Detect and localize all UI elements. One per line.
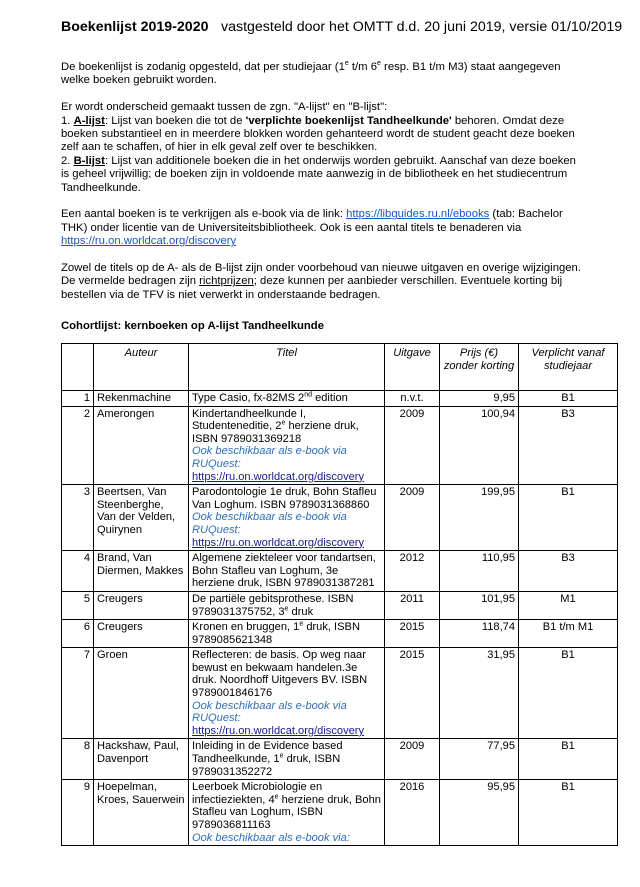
ebook-note: Ook beschikbaar als e-book via RUQuest: [192,699,347,725]
document-title: Boekenlijst 2019-2020 [61,19,209,35]
header-price: Prijs (€) zonder korting [440,344,519,391]
header [61,19,631,35]
intro-list-explanation: Er wordt onderscheid gemaakt tussen de zgn. "A-lijst" en "B-lijst": 1. A-lijst: Lijst van boeken die tot de 'verplichte boekenlijst Tandheelkunde' behoren. Omdat deze boeken substantieel en in meerdere blokken worden gehanteerd wordt de student geacht deze boeken zelf aan te schaffen, of hier in elk geval zelf over te beschikken. 2. B-lijst: Lijst van additionele boeken die in het onderwijs worden gebruikt. Aanschaf van deze boeken is geheel vrijwillig; de boeken zijn in voldoende mate aanwezig in de bibliotheek en het studiecentrum Tandheelkunde. [61,101,576,194]
table-header-row [62,344,618,391]
intro-paragraph-1: De boekenlijst is zodanig opgesteld, dat per studiejaar (1e t/m 6e resp. B1 t/m M3) staat aangegeven welke boeken gebruikt worden. [61,60,561,87]
header-edition: Uitgave [385,344,440,391]
ebook-note: Ook beschikbaar als e-book via RUQuest: [192,511,347,536]
table-row: 3 Beertsen, Van Steenberghe, Van der Velden, Quirynen Parodontologie 1e druk, Bohn Stafleu Van Loghum. ISBN 9789031368860 Ook beschikbaar als e-book via RUQuest: https://ru.on.worldcat.org/discovery 2009 199,95 B1 [62,485,618,551]
worldcat-link[interactable]: https://ru.on.worldcat.org/discovery [61,235,237,248]
table-row: 7 Groen Reflecteren: de basis. Op weg naar bewust en bekwaam handelen.3e druk. Noordhoff Uitgevers BV. ISBN 9789001846176 Ook beschikbaar als e-book via RUQuest: https://ru.on.worldcat.org/discovery 2015 31,95 B1 [62,648,618,739]
header-title: Titel [189,344,385,391]
ebook-note: Ook beschikbaar als e-book via: [192,831,350,844]
b-list-label: B-lijst [73,154,105,167]
table-row: 5 Creugers De partiële gebitsprothese. ISBN 9789031375752, 3e druk 2011 101,95 M1 [62,591,618,619]
a-list-label: A-lijst [73,114,105,127]
header-author: Auteur [94,344,189,391]
intro-disclaimer: Zowel de titels op de A- als de B-lijst zijn onder voorbehoud van nieuwe uitgaven en overige wijzigingen. De vermelde bedragen zijn richtprijzen; deze kunnen per aanbieder verschillen. Eventuele korting bij bestellen via de TFV is niet verwerkt in onderstaande bedragen. [61,262,581,301]
table-row: 4 Brand, Van Diermen, Makkes Algemene ziekteleer voor tandartsen, Bohn Stafleu van Loghum, 3e herziene druk, ISBN 9789031387281 2012 110,95 B3 [62,551,618,592]
header-required: Verplicht vanaf studiejaar [519,344,618,391]
table-row: 8 Hackshaw, Paul, Davenport Inleiding in de Evidence based Tandheelkunde, 1e druk, ISBN 9789031352272 2009 77,95 B1 [62,739,618,780]
table-row: 6 Creugers Kronen en bruggen, 1e druk, ISBN 9789085621348 2015 118,74 B1 t/m M1 [62,620,618,648]
header-number [62,344,94,391]
document-subtitle: vastgesteld door het OMTT d.d. 20 juni 2019, versie 01/10/2019 [221,19,623,35]
intro-ebook-paragraph: Een aantal boeken is te verkrijgen als e-book via de link: https://libguides.ru.nl/ebooks (tab: Bachelor THK) onder licentie van de Universiteitsbibliotheek. Ook is een aantal titels te benaderen via https://ru.on.worldcat.org/discovery [61,208,563,248]
section-title: Cohortlijst: kernboeken op A-lijst Tandheelkunde [61,320,324,332]
intro-text [61,61,581,316]
ebook-link[interactable]: https://ru.on.worldcat.org/discovery [192,724,365,737]
table-row: 2 Amerongen Kindertandheelkunde I, Studenteneditie, 2e herziene druk, ISBN 9789031369218 Ook beschikbaar als e-book via RUQuest: https://ru.on.worldcat.org/discovery 2009 100,94 B3 [62,406,618,485]
table-row: 1 Rekenmachine Type Casio, fx-82MS 2nd edition n.v.t. 9,95 B1 [62,391,618,407]
book-table [61,343,618,846]
table-row: 9 Hoepelman, Kroes, Sauerwein Leerboek Microbiologie en infectieziekten, 4e herziene druk, Bohn Stafleu van Loghum, ISBN 9789036811163 Ook beschikbaar als e-book via: 2016 95,95 B1 [62,780,618,846]
ebook-note: Ook beschikbaar als e-book via RUQuest: [192,445,347,470]
ebook-link[interactable]: https://ru.on.worldcat.org/discovery [192,470,365,483]
ebook-link[interactable]: https://ru.on.worldcat.org/discovery [192,536,365,549]
libguides-link[interactable]: https://libguides.ru.nl/ebooks [346,208,490,221]
